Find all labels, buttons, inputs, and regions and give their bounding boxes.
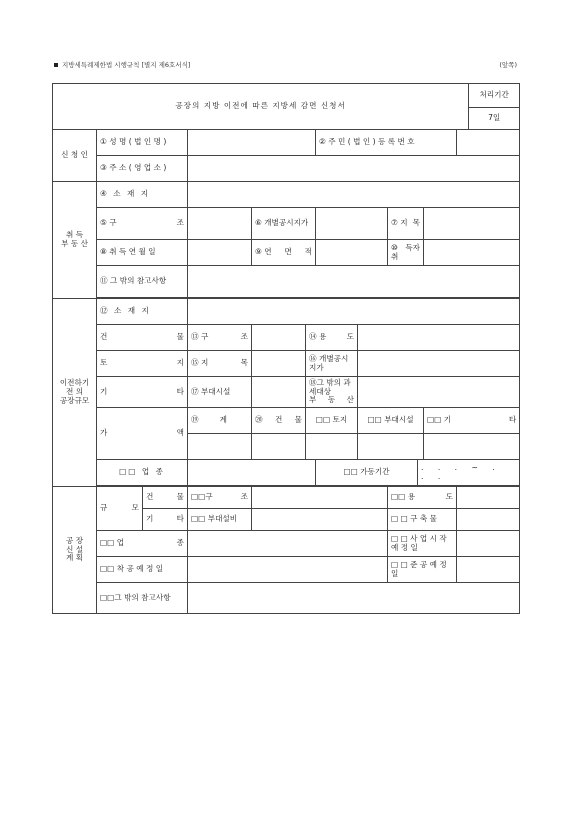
- previous-land-label: 토 지: [97, 351, 188, 377]
- applicant-address-field[interactable]: [188, 156, 520, 182]
- plan-facility-field[interactable]: [252, 509, 388, 531]
- price-other-field[interactable]: [424, 434, 520, 460]
- operation-period-field[interactable]: . . . ~ . . .: [418, 460, 520, 486]
- previous-category-field[interactable]: [252, 351, 306, 377]
- price-land-label: □□ 토지: [306, 408, 358, 434]
- price-land-field[interactable]: [306, 434, 358, 460]
- registration-number-label: ② 주 민 ( 법 인 ) 등 록 번 호: [316, 130, 457, 156]
- previous-location-field[interactable]: [188, 299, 520, 325]
- acquisition-date-label: ⑧ 취 득 연 월 일: [97, 240, 188, 266]
- acquired-other-reference-label: ⑪ 그 밖의 참고사항: [97, 266, 188, 298]
- price-total-field[interactable]: [188, 434, 252, 460]
- price-total-label: ⑲ 계: [188, 408, 252, 434]
- previous-category-label: ⑮ 지 목: [188, 351, 252, 377]
- acquired-category-label: ⑦ 지 목: [388, 208, 424, 240]
- previous-use-field[interactable]: [358, 325, 520, 351]
- price-facility-label: □□ 부대시설: [358, 408, 424, 434]
- price-facility-field[interactable]: [358, 434, 424, 460]
- application-form-table: [52, 83, 520, 614]
- plan-industry-label: □□ 업 종: [97, 531, 188, 557]
- business-start-date-label: □ □ 사 업 시 작 예 정 일: [388, 531, 457, 557]
- price-building-field[interactable]: [252, 434, 306, 460]
- acquired-location-label: ④ 소 재 지: [97, 182, 188, 208]
- acquired-area-label: ⑨ 연 면 적: [252, 240, 316, 266]
- form-reference: 지방세특례제한법 시행규칙 [별지 제6호서식]: [54, 60, 190, 69]
- previous-use-label: ⑭ 용 도: [306, 325, 358, 351]
- acquisition-date-field[interactable]: [188, 240, 252, 266]
- completion-date-field[interactable]: [457, 557, 520, 583]
- price-other-label: □□ 기 타: [424, 408, 520, 434]
- acquired-structure-field[interactable]: [188, 208, 252, 240]
- acquired-land-price-label: ⑥ 개별공시지가: [252, 208, 316, 240]
- acquired-property-section: 취 득 부 동 산: [53, 182, 97, 299]
- plan-use-label: □□ 용 도: [388, 487, 457, 509]
- previous-location-label: ⑫ 소 재 지: [97, 299, 188, 325]
- plan-industry-field[interactable]: [188, 531, 388, 557]
- plan-building-label: 건 물: [143, 487, 188, 509]
- previous-price-label: 가 액: [97, 408, 188, 460]
- applicant-name-label: ① 성 명 ( 법 인 명 ): [97, 130, 188, 156]
- business-start-date-field[interactable]: [457, 531, 520, 557]
- previous-structure-field[interactable]: [252, 325, 306, 351]
- new-factory-plan-section: 공 장 신 설 계 획: [53, 487, 97, 614]
- plan-scale-label: 규 모: [97, 487, 143, 531]
- previous-other-label: 기 타: [97, 377, 188, 408]
- plan-other-label: 기 타: [143, 509, 188, 531]
- applicant-section-label: 신 청 인: [53, 130, 97, 182]
- plan-other-reference-field[interactable]: [188, 583, 520, 614]
- previous-taxable-label: ⑱그 밖의 과세대상 부 동 산: [306, 377, 358, 408]
- acquired-other-reference-field[interactable]: [188, 266, 520, 298]
- plan-construction-field[interactable]: [457, 509, 520, 531]
- form-title: 공장의 지방 이전에 따른 지방세 감면 신청서: [53, 84, 469, 130]
- previous-land-price-field[interactable]: [358, 351, 520, 377]
- plan-facility-label: □□ 부대설비: [188, 509, 252, 531]
- acquired-category-field[interactable]: [424, 208, 520, 240]
- previous-building-label: 건 물: [97, 325, 188, 351]
- operation-period-label: □□ 가동기간: [316, 460, 418, 486]
- previous-industry-label: □□ 업 종: [97, 460, 188, 486]
- plan-structure-label: □□구 조: [188, 487, 252, 509]
- completion-date-label: □ □ 준 공 예 정 일: [388, 557, 457, 583]
- processing-period-value: 7일: [469, 108, 520, 130]
- construction-start-date-label: □□ 착 공 예 정 일: [97, 557, 188, 583]
- previous-facility-field[interactable]: [252, 377, 306, 408]
- plan-structure-field[interactable]: [252, 487, 388, 509]
- plan-other-reference-label: □□그 밖의 참고사항: [97, 583, 188, 614]
- acquirer-field[interactable]: [424, 240, 520, 266]
- acquired-land-price-field[interactable]: [316, 208, 388, 240]
- processing-period-label: 처리기간: [469, 84, 520, 108]
- acquired-location-field[interactable]: [188, 182, 520, 208]
- previous-factory-section: 이전하기 전 의 공장규모: [53, 299, 97, 487]
- registration-number-field[interactable]: [457, 130, 520, 156]
- price-building-label: ⑳ 건 물: [252, 408, 306, 434]
- previous-facility-label: ⑰ 부대시설: [188, 377, 252, 408]
- previous-land-price-label: ⑯ 개별공시지가: [306, 351, 358, 377]
- acquired-structure-label: ⑤ 구 조: [97, 208, 188, 240]
- previous-industry-field[interactable]: [188, 460, 316, 486]
- plan-construction-label: □ □ 구 축 물: [388, 509, 457, 531]
- construction-start-date-field[interactable]: [188, 557, 388, 583]
- applicant-name-field[interactable]: [188, 130, 316, 156]
- acquirer-label: ⑩ 취 득 자: [388, 240, 424, 266]
- applicant-address-label: ③ 주 소 ( 영 업 소 ): [97, 156, 188, 182]
- acquired-area-field[interactable]: [316, 240, 388, 266]
- plan-use-field[interactable]: [457, 487, 520, 509]
- page-side-note: (앞쪽): [499, 61, 517, 69]
- previous-taxable-field[interactable]: [358, 377, 520, 408]
- square-bullet-icon: [54, 63, 58, 67]
- previous-structure-label: ⑬ 구 조: [188, 325, 252, 351]
